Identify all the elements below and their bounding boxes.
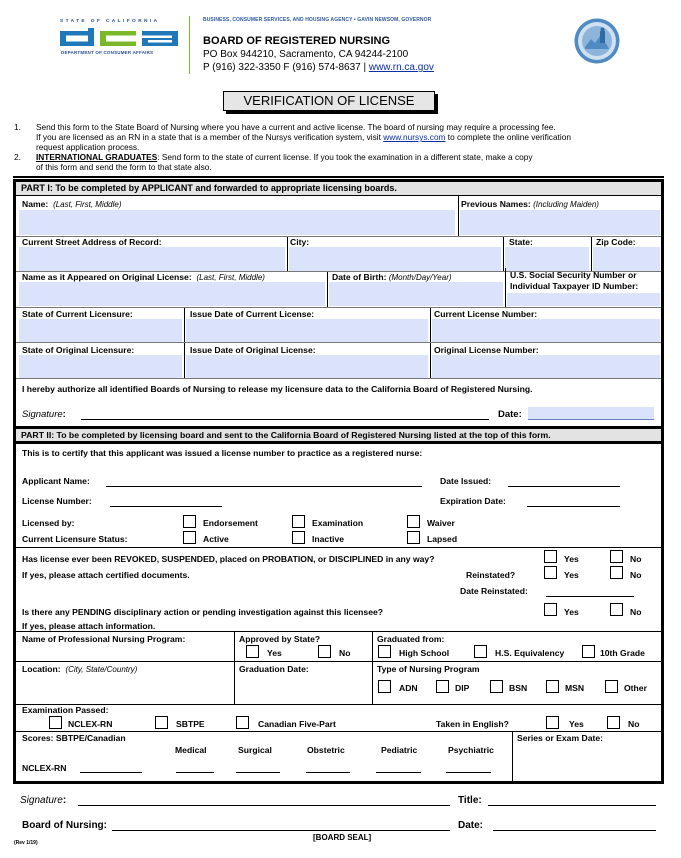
state-current-input[interactable] — [19, 319, 182, 342]
original-name-label: Name as it Appeared on Original License: (Last, First, Middle) — [22, 272, 265, 282]
board-seal-label: [BOARD SEAL] — [313, 833, 372, 842]
obstetric-score-line[interactable] — [306, 772, 350, 773]
dip-checkbox[interactable] — [436, 680, 449, 693]
state-original-label: State of Original Licensure: — [22, 345, 135, 355]
board-signature-label: Signature: — [20, 795, 67, 806]
msn-label: MSN — [565, 683, 585, 693]
high-school-checkbox[interactable] — [378, 645, 391, 658]
form-title: VERIFICATION OF LICENSE — [223, 91, 435, 111]
state-input[interactable] — [505, 247, 589, 271]
graduated-from-label: Graduated from: — [377, 634, 445, 644]
california-seal-icon — [573, 17, 621, 65]
reinstated-yes-checkbox[interactable] — [544, 566, 557, 579]
inactive-label: Inactive — [312, 534, 345, 544]
original-number-input[interactable] — [432, 355, 660, 378]
scores-label: Scores: SBTPE/Canadian — [22, 733, 126, 743]
approved-yes-label: Yes — [267, 648, 282, 658]
active-label: Active — [203, 534, 229, 544]
current-number-input[interactable] — [432, 319, 660, 342]
dca-logo-bottom-text: DEPARTMENT OF CONSUMER AFFAIRS — [61, 50, 154, 55]
board-of-nursing-line[interactable] — [112, 830, 450, 831]
date-reinstated-line[interactable] — [546, 596, 634, 597]
dca-logo-icon — [60, 28, 178, 46]
p2-license-number-line[interactable] — [110, 506, 222, 507]
applicant-date-label: Date: — [498, 409, 522, 420]
instructions-divider — [13, 176, 664, 178]
exam-passed-label: Examination Passed: — [22, 705, 109, 715]
score-col-pediatric: Pediatric — [381, 745, 418, 755]
board-address: PO Box 944210, Sacramento, CA 94244-2100 — [203, 49, 409, 60]
issue-original-label: Issue Date of Original License: — [190, 345, 316, 355]
expiration-date-line[interactable] — [527, 506, 620, 507]
taken-english-label: Taken in English? — [436, 719, 509, 729]
dob-input[interactable] — [329, 282, 503, 306]
waiver-label: Waiver — [427, 518, 455, 528]
nclex-score-label: NCLEX-RN — [22, 763, 67, 773]
waiver-checkbox[interactable] — [407, 515, 420, 528]
series-date-label: Series or Exam Date: — [517, 733, 603, 743]
medical-score-line[interactable] — [176, 772, 214, 773]
issue-current-input[interactable] — [186, 319, 428, 342]
adn-checkbox[interactable] — [378, 680, 391, 693]
adn-label: ADN — [399, 683, 418, 693]
previous-names-input[interactable] — [460, 210, 660, 235]
nclex-score-line[interactable] — [80, 772, 142, 773]
dca-logo-top-text: STATE OF CALIFORNIA — [60, 19, 160, 24]
surgical-score-line[interactable] — [236, 772, 280, 773]
approved-yes-checkbox[interactable] — [246, 645, 259, 658]
pending-no-checkbox[interactable] — [610, 603, 623, 616]
city-input[interactable] — [289, 247, 501, 271]
board-of-nursing-label: Board of Nursing: — [22, 820, 107, 831]
applicant-signature-line[interactable] — [81, 419, 489, 420]
agency-line: BUSINESS, CONSUMER SERVICES, AND HOUSING AGENCY • GAVIN NEWSOM, GOVERNOR — [203, 17, 432, 23]
ssn-input[interactable] — [507, 293, 660, 306]
reinstated-yes-label: Yes — [564, 570, 579, 580]
pediatric-score-line[interactable] — [376, 772, 421, 773]
dip-label: DIP — [455, 683, 470, 693]
authorization-text: I hereby authorize all identified Boards of Nursing to release my licensure data to the California Board of Registered Nursing. — [22, 384, 533, 394]
p2-applicant-name-label: Applicant Name: — [22, 476, 90, 486]
p2-license-number-label: License Number: — [22, 496, 92, 506]
certify-text: This is to certify that this applicant was issued a license number to practice as a registered nurse: — [22, 448, 423, 458]
pending-question: Is there any PENDING disciplinary action or pending investigation against this licensee? — [22, 607, 384, 617]
examination-checkbox[interactable] — [292, 515, 305, 528]
inactive-checkbox[interactable] — [292, 531, 305, 544]
english-no-label: No — [628, 719, 640, 729]
english-no-checkbox[interactable] — [607, 716, 620, 729]
hs-equivalency-checkbox[interactable] — [474, 645, 487, 658]
current-number-label: Current License Number: — [434, 309, 538, 319]
name-input[interactable] — [19, 210, 455, 235]
state-label: State: — [509, 237, 533, 247]
program-name-label: Name of Professional Nursing Program: — [22, 634, 186, 644]
nursys-link[interactable]: www.nursys.com — [383, 132, 446, 142]
street-label: Current Street Address of Record: — [22, 237, 162, 247]
ssn-label: U.S. Social Security Number or Individual Taxpayer ID Number: — [510, 270, 639, 291]
zip-label: Zip Code: — [596, 237, 636, 247]
revoked-yes-checkbox[interactable] — [544, 550, 557, 563]
tenth-grade-label: 10th Grade — [600, 648, 645, 658]
nclex-rn-checkbox[interactable] — [49, 716, 62, 729]
active-checkbox[interactable] — [183, 531, 196, 544]
sbtpe-label: SBTPE — [176, 719, 205, 729]
sbtpe-checkbox[interactable] — [155, 716, 168, 729]
form-frame — [13, 179, 664, 784]
state-original-input[interactable] — [19, 355, 182, 378]
endorsement-checkbox[interactable] — [183, 515, 196, 528]
applicant-date-input[interactable] — [528, 407, 654, 420]
score-col-surgical: Surgical — [238, 745, 272, 755]
revoked-question: Has license ever been REVOKED, SUSPENDED, placed on PROBATION, or DISCIPLINED in any way? — [22, 554, 435, 564]
title-label: Title: — [458, 795, 482, 806]
location-label: Location: (City, State/Country) — [22, 664, 138, 674]
endorsement-label: Endorsement — [203, 518, 258, 528]
reinstated-label: Reinstated? — [466, 570, 516, 580]
bsn-label: BSN — [509, 683, 528, 693]
hs-equivalency-label: H.S. Equivalency — [495, 648, 565, 658]
revoked-note: If yes, please attach certified documents. — [22, 570, 190, 580]
english-yes-checkbox[interactable] — [546, 716, 559, 729]
date-issued-line[interactable] — [508, 486, 620, 487]
header-divider — [189, 16, 190, 74]
approved-no-checkbox[interactable] — [318, 645, 331, 658]
lapsed-checkbox[interactable] — [407, 531, 420, 544]
instructions — [14, 122, 674, 172]
approved-no-label: No — [339, 648, 351, 658]
website-link[interactable]: www.rn.ca.gov — [368, 62, 434, 73]
footer-date-label: Date: — [458, 820, 484, 831]
dob-label: Date of Birth: (Month/Day/Year) — [332, 272, 452, 282]
previous-names-label: Previous Names: (Including Maiden) — [461, 199, 599, 209]
pending-yes-label: Yes — [564, 607, 579, 617]
english-yes-label: Yes — [569, 719, 584, 729]
zip-input[interactable] — [593, 247, 660, 271]
pending-no-label: No — [630, 607, 642, 617]
board-contact — [203, 62, 434, 73]
lapsed-label: Lapsed — [427, 534, 458, 544]
tenth-grade-checkbox[interactable] — [582, 645, 595, 658]
high-school-label: High School — [399, 648, 450, 658]
street-input[interactable] — [19, 247, 285, 271]
date-reinstated-label: Date Reinstated: — [460, 586, 528, 596]
instruction-2: 2. INTERNATIONAL GRADUATES: Send form to the state of current license. If you took the examination in a different state, make a copy of this form and send the form to that state also. — [14, 152, 533, 172]
issue-original-input[interactable] — [186, 355, 428, 378]
footer-date-line[interactable] — [493, 830, 656, 831]
reinstated-no-label: No — [630, 570, 642, 580]
original-name-input[interactable] — [19, 282, 325, 306]
revoked-no-label: No — [630, 554, 642, 564]
licensed-by-label: Licensed by: — [22, 518, 75, 528]
city-label: City: — [290, 237, 310, 247]
expiration-date-label: Expiration Date: — [440, 496, 506, 506]
date-issued-label: Date Issued: — [440, 476, 492, 486]
nclex-rn-label: NCLEX-RN — [68, 719, 113, 729]
revoked-yes-label: Yes — [564, 554, 579, 564]
examination-label: Examination — [312, 518, 364, 528]
approved-label: Approved by State? — [239, 634, 321, 644]
graduation-date-label: Graduation Date: — [239, 664, 309, 674]
part1-header: PART I: To be completed by APPLICANT and forwarded to appropriate licensing boards. — [16, 182, 661, 195]
score-col-medical: Medical — [175, 745, 207, 755]
bsn-checkbox[interactable] — [490, 680, 503, 693]
canadian-label: Canadian Five-Part — [258, 719, 336, 729]
p2-applicant-name-line[interactable] — [106, 486, 422, 487]
original-number-label: Original License Number: — [434, 345, 539, 355]
msn-checkbox[interactable] — [546, 680, 559, 693]
pending-yes-checkbox[interactable] — [544, 603, 557, 616]
other-label: Other — [624, 683, 647, 693]
status-label: Current Licensure Status: — [22, 534, 128, 544]
title-line[interactable] — [488, 805, 656, 806]
revision-label: (Rev 1/19) — [14, 840, 38, 846]
part2-header: PART II: To be completed by licensing board and sent to the California Board of Registered Nursing listed at the top of this form. — [16, 429, 661, 441]
instruction-1: 1. Send this form to the State Board of Nursing where you have a current and active license. The board of nursing may require a processing fee. If you are licensed as an RN in a state that is a member of the Nursys verification system, visit www.nursys.com to complete the online verification request application process. — [14, 122, 571, 152]
revoked-no-checkbox[interactable] — [610, 550, 623, 563]
score-col-psychiatric: Psychiatric — [448, 745, 494, 755]
board-signature-line[interactable] — [78, 805, 450, 806]
reinstated-no-checkbox[interactable] — [610, 566, 623, 579]
pending-note: If yes, please attach information. — [22, 621, 156, 631]
board-name: BOARD OF REGISTERED NURSING — [203, 35, 391, 47]
issue-current-label: Issue Date of Current License: — [190, 309, 315, 319]
canadian-checkbox[interactable] — [236, 716, 249, 729]
state-current-label: State of Current Licensure: — [22, 309, 133, 319]
score-col-obstetric: Obstetric — [307, 745, 345, 755]
other-checkbox[interactable] — [605, 680, 618, 693]
name-label: Name: (Last, First, Middle) — [22, 199, 122, 209]
phone-fax: P (916) 322-3350 F (916) 574-8637 | — [203, 62, 367, 73]
psychiatric-score-line[interactable] — [446, 772, 491, 773]
program-type-label: Type of Nursing Program — [377, 664, 480, 674]
applicant-signature-label: Signature: — [22, 409, 66, 420]
